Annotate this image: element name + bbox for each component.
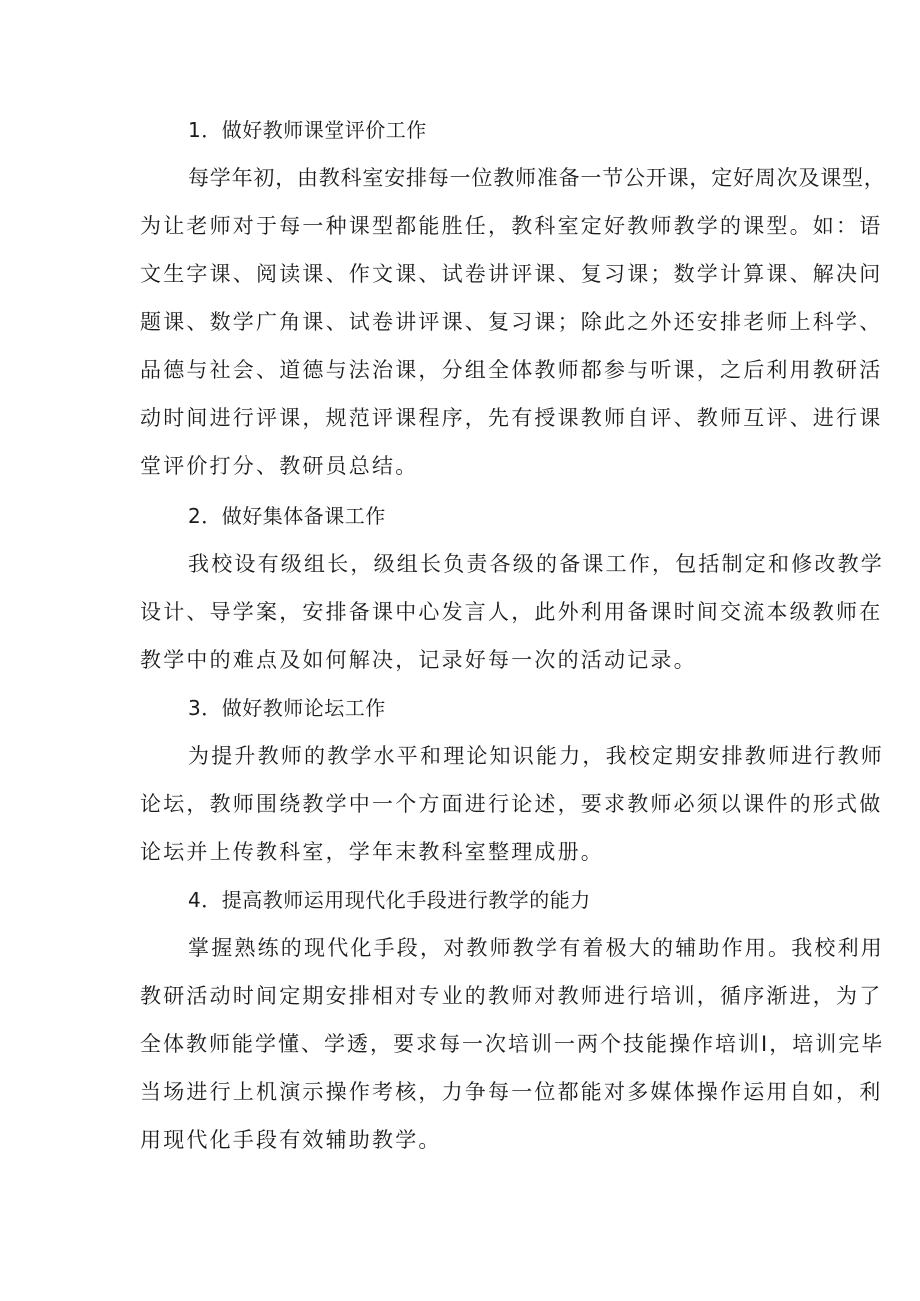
section-4-line-3: 全体教师能学懂、学透，要求每一次培训一两个技能操作培训I，培训完毕 xyxy=(140,1032,885,1056)
section-2-line-3: 教学中的难点及如何解决，记录好每一次的活动记录。 xyxy=(140,648,697,672)
section-1-line-3: 文生字课、阅读课、作文课、试卷讲评课、复习课；数学计算课、解决问 xyxy=(140,262,883,286)
section-4-heading: 4．提高教师运用现代化手段进行教学的能力 xyxy=(188,888,591,912)
section-1-line-4: 题课、数学广角课、试卷讲评课、复习课；除此之外还安排老师上科学、 xyxy=(140,310,883,334)
section-1-heading: 1．做好教师课堂评价工作 xyxy=(188,118,427,142)
section-1-line-2: 为让老师对于每一种课型都能胜任，教科室定好教师教学的课型。如：语 xyxy=(140,214,883,238)
section-4-line-1: 掌握熟练的现代化手段，对教师教学有着极大的辅助作用。我校利用 xyxy=(188,936,884,960)
section-3-line-2: 论坛，教师围绕教学中一个方面进行论述，要求教师必须以课件的形式做 xyxy=(140,792,883,816)
section-3-line-1: 为提升教师的教学水平和理论知识能力，我校定期安排教师进行教师 xyxy=(188,744,884,768)
section-1-line-7: 堂评价打分、教研员总结。 xyxy=(140,454,419,478)
section-2-line-2: 设计、导学案，安排备课中心发言人，此外利用备课时间交流本级教师在 xyxy=(140,600,883,624)
section-4-line-4: 当场进行上机演示操作考核，力争每一位都能对多媒体操作运用自如，利 xyxy=(140,1080,883,1104)
section-1-line-5: 品德与社会、道德与法治课，分组全体教师都参与听课，之后利用教研活 xyxy=(140,358,883,382)
section-4-line-2: 教研活动时间定期安排相对专业的教师对教师进行培训，循序渐进，为了 xyxy=(140,984,883,1008)
section-3-line-3: 论坛并上传教科室，学年末教科室整理成册。 xyxy=(140,840,604,864)
section-4-line-5: 用现代化手段有效辅助教学。 xyxy=(140,1128,442,1152)
section-2-heading: 2．做好集体备课工作 xyxy=(188,504,386,528)
section-1-line-1: 每学年初，由教科室安排每一位教师准备一节公开课，定好周次及课型， xyxy=(188,166,886,190)
section-3-heading: 3．做好教师论坛工作 xyxy=(188,696,386,720)
section-1-line-6: 动时间进行评课，规范评课程序，先有授课教师自评、教师互评、进行课 xyxy=(140,406,883,430)
section-2-line-1: 我校设有级组长，级组长负责各级的备课工作，包括制定和修改教学 xyxy=(188,552,884,576)
